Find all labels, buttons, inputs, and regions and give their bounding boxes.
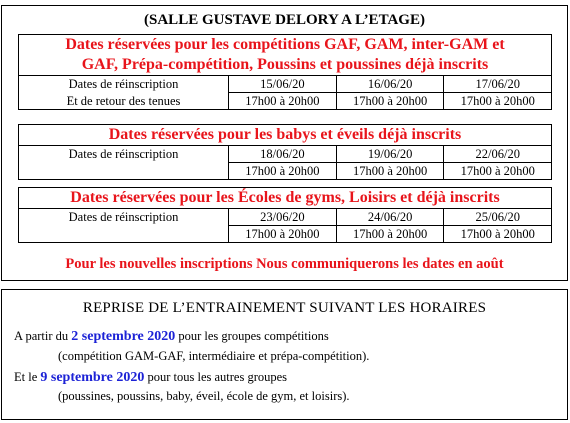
- reprise-line-1: [14, 329, 329, 345]
- text: pour tous les autres groupes: [144, 370, 288, 384]
- row-label: [19, 163, 229, 180]
- date-cell: 17/06/20: [444, 76, 551, 93]
- date-cell: 18/06/20: [229, 146, 337, 163]
- date-cell: 22/06/20: [444, 146, 551, 163]
- row-label: Dates de réinscription: [19, 146, 229, 163]
- new-registrations-notice: Pour les nouvelles inscriptions Nous communiquerons les dates en août: [65, 256, 504, 272]
- time-cell: 17h00 à 20h00: [444, 226, 551, 243]
- page-title: (SALLE GUSTAVE DELORY A L’ETAGE): [144, 12, 425, 28]
- row-label: [19, 226, 229, 243]
- section-title: Dates réservées pour les Écoles de gyms, Loisirs et déjà inscrits: [19, 188, 551, 209]
- start-date-competitions: 2 septembre 2020: [71, 329, 176, 344]
- reprise-line-3: [14, 370, 287, 386]
- section-title: Dates réservées pour les babys et éveils déjà inscrits: [19, 125, 551, 146]
- registration-box: [1, 5, 568, 281]
- text: A partir du: [14, 329, 72, 343]
- time-cell: 17h00 à 20h00: [444, 93, 551, 110]
- time-cell: 17h00 à 20h00: [229, 93, 337, 110]
- time-cell: 17h00 à 20h00: [444, 163, 551, 180]
- reprise-title: REPRISE DE L’ENTRAINEMENT SUIVANT LES HORAIRES: [82, 300, 487, 316]
- section-babys: [18, 124, 552, 180]
- dates-table: [19, 146, 551, 179]
- date-cell: 16/06/20: [336, 76, 444, 93]
- reprise-box: [1, 289, 568, 420]
- row-label: Dates de réinscription: [19, 76, 229, 93]
- row-label: Dates de réinscription: [19, 209, 229, 226]
- dates-table: [19, 76, 551, 109]
- date-cell: 24/06/20: [336, 209, 444, 226]
- date-cell: 23/06/20: [229, 209, 337, 226]
- text: Et le: [14, 370, 41, 384]
- section-ecoles: [18, 187, 552, 243]
- dates-table: [19, 209, 551, 242]
- section-title-line: Dates réservées pour les compétitions GAF, GAM, inter-GAM et: [65, 36, 505, 53]
- date-cell: 19/06/20: [336, 146, 444, 163]
- time-cell: 17h00 à 20h00: [336, 163, 444, 180]
- start-date-others: 9 septembre 2020: [40, 370, 145, 385]
- section-competitions: [18, 34, 552, 110]
- date-cell: 25/06/20: [444, 209, 551, 226]
- date-cell: 15/06/20: [229, 76, 337, 93]
- time-cell: 17h00 à 20h00: [336, 93, 444, 110]
- time-cell: 17h00 à 20h00: [229, 163, 337, 180]
- row-label: Et de retour des tenues: [19, 93, 229, 110]
- reprise-line-2: (compétition GAM-GAF, intermédiaire et prépa-compétition).: [58, 349, 370, 363]
- section-title-line: GAF, Prépa-compétition, Poussins et poussines déjà inscrits: [81, 56, 489, 73]
- time-cell: 17h00 à 20h00: [336, 226, 444, 243]
- reprise-line-4: (poussines, poussins, baby, éveil, école de gym, et loisirs).: [58, 389, 350, 403]
- text: pour les groupes compétitions: [175, 329, 329, 343]
- time-cell: 17h00 à 20h00: [229, 226, 337, 243]
- section-title: [19, 35, 551, 76]
